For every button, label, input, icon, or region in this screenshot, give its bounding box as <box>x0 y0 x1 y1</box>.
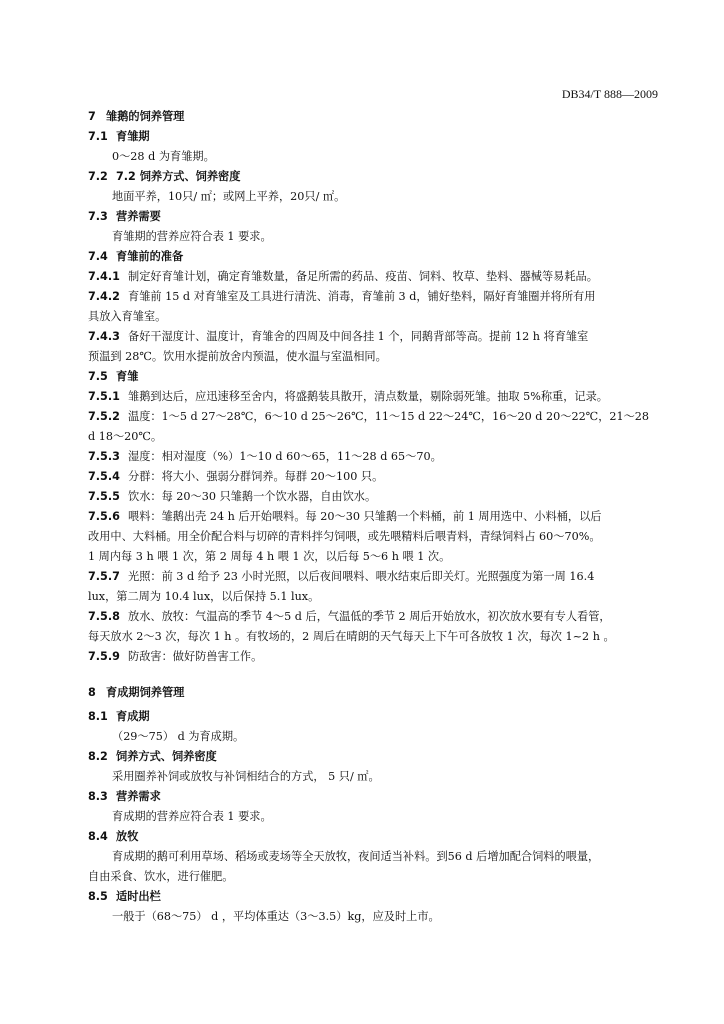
section-heading <box>88 107 658 127</box>
section-heading <box>88 683 658 703</box>
clause-number: 7.5.7 <box>88 570 120 583</box>
subsection-heading <box>88 787 658 807</box>
clause-number: 7 <box>88 110 96 123</box>
line-text: 育雏期的营养应符合表 1 要求。 <box>112 230 272 243</box>
clause-line <box>88 447 658 467</box>
document-body <box>88 107 658 927</box>
clause-line <box>88 467 658 487</box>
line-text: 育成期饲养管理 <box>106 686 185 699</box>
line-text: 饲养方式、饲养密度 <box>116 750 217 763</box>
clause-number: 8.2 <box>88 750 108 763</box>
clause-line <box>88 267 658 287</box>
line-text: 0～28 d 为育雏期。 <box>112 150 215 163</box>
paragraph-continuation <box>88 427 658 447</box>
line-text: 放牧 <box>116 830 139 843</box>
clause-line <box>88 407 658 427</box>
clause-number: 7.5.5 <box>88 490 120 503</box>
clause-number: 7.5.9 <box>88 650 120 663</box>
line-text: （29～75） d 为育成期。 <box>112 730 245 743</box>
clause-number: 8.4 <box>88 830 108 843</box>
line-text: 育雏期 <box>116 130 150 143</box>
clause-number: 7.5.3 <box>88 450 120 463</box>
clause-number: 8 <box>88 686 96 699</box>
line-text: 光照：前 3 d 给予 23 小时光照，以后夜间喂料、喂水结束后即关灯。光照强度为第一周 16.4 <box>128 570 595 583</box>
paragraph-continuation <box>88 527 658 547</box>
clause-number: 7.5 <box>88 370 108 383</box>
clause-number: 7.4.1 <box>88 270 120 283</box>
line-text: 营养需求 <box>116 790 161 803</box>
clause-line <box>88 287 658 307</box>
clause-line <box>88 567 658 587</box>
clause-line <box>88 607 658 627</box>
clause-number: 7.5.8 <box>88 610 120 623</box>
line-text: 育成期 <box>116 710 150 723</box>
clause-number: 7.5.4 <box>88 470 120 483</box>
paragraph-line <box>88 727 658 747</box>
line-text: 饮水：每 20～30 只雏鹅一个饮水器，自由饮水。 <box>128 490 377 503</box>
paragraph-continuation <box>88 867 658 887</box>
line-text: 每天放水 2～3 次，每次 1 h 。有牧场的，2 周后在晴朗的天气每天上下午可各放牧 1 次，每次 1~2 h 。 <box>88 630 615 643</box>
line-text: 湿度：相对湿度（%）1～10 d 60～65，11～28 d 65～70。 <box>128 450 442 463</box>
clause-number: 7.4.3 <box>88 330 120 343</box>
clause-number: 7.1 <box>88 130 108 143</box>
clause-number: 7.5.2 <box>88 410 120 423</box>
paragraph-line <box>88 847 658 867</box>
line-text: 改用中、大料桶。用全价配合料与切碎的青料拌匀饲喂，或先喂精料后喂青料，青绿饲料占 60～70%。 <box>88 530 601 543</box>
paragraph-continuation <box>88 347 658 367</box>
clause-number: 7.3 <box>88 210 108 223</box>
paragraph-line <box>88 147 658 167</box>
clause-number: 7.4.2 <box>88 290 120 303</box>
line-text: 适时出栏 <box>116 890 161 903</box>
subsection-heading <box>88 747 658 767</box>
subsection-heading <box>88 887 658 907</box>
line-text: 具放入育雏室。 <box>88 310 167 323</box>
line-text: 育成期的鹅可利用草场、稻场或麦场等全天放牧，夜间适当补料。到56 d 后增加配合饲料的喂量， <box>112 850 600 863</box>
line-text: 防敌害：做好防兽害工作。 <box>128 650 263 663</box>
line-text: lux，第二周为 10.4 lux，以后保持 5.1 lux。 <box>88 590 320 603</box>
clause-line <box>88 647 658 667</box>
line-text: 育雏前 15 d 对育雏室及工具进行清洗、消毒，育雏前 3 d，铺好垫料，隔好育雏圈并将所有用 <box>128 290 596 303</box>
line-text: 一般于（68～75） d ，平均体重达（3～3.5）kg，应及时上市。 <box>112 910 440 923</box>
clause-number: 7.4 <box>88 250 108 263</box>
clause-line <box>88 327 658 347</box>
paragraph-continuation <box>88 307 658 327</box>
paragraph-continuation <box>88 547 658 567</box>
line-text: 温度：1～5 d 27～28℃，6～10 d 25～26℃，11～15 d 22～24℃，16～20 d 20～22℃，21～28 <box>128 410 650 423</box>
line-text: 分群：将大小、强弱分群饲养。每群 20～100 只。 <box>128 470 384 483</box>
line-text: 1 周内每 3 h 喂 1 次，第 2 周每 4 h 喂 1 次，以后每 5～6 h 喂 1 次。 <box>88 550 451 563</box>
clause-number: 7.5.6 <box>88 510 120 523</box>
line-text: d 18～20℃。 <box>88 430 163 443</box>
line-text: 育雏前的准备 <box>116 250 184 263</box>
clause-line <box>88 487 658 507</box>
line-text: 7.2 饲养方式、饲养密度 <box>116 170 241 183</box>
line-text: 预温到 28℃。饮用水提前放舍内预温，使水温与室温相同。 <box>88 350 387 363</box>
clause-line <box>88 507 658 527</box>
paragraph-continuation <box>88 587 658 607</box>
subsection-heading <box>88 707 658 727</box>
line-text: 育雏 <box>116 370 139 383</box>
line-text: 放水、放牧：气温高的季节 4～5 d 后，气温低的季节 2 周后开始放水，初次放水要有专人看管， <box>128 610 611 623</box>
line-text: 制定好育雏计划，确定育雏数量，备足所需的药品、疫苗、饲料、牧草、垫料、器械等易耗品。 <box>128 270 598 283</box>
line-text: 地面平养，10只/ ㎡；或网上平养，20只/ ㎡。 <box>112 190 346 203</box>
line-text: 备好干湿度计、温度计，育雏舍的四周及中间各挂 1 个，同鹅背部等高。提前 12 h 将育雏室 <box>128 330 589 343</box>
subsection-heading <box>88 167 658 187</box>
line-text: 采用圈养补饲或放牧与补饲相结合的方式， 5 只/ ㎡。 <box>112 770 380 783</box>
clause-line <box>88 387 658 407</box>
subsection-heading <box>88 127 658 147</box>
clause-number: 8.3 <box>88 790 108 803</box>
paragraph-line <box>88 187 658 207</box>
subsection-heading <box>88 247 658 267</box>
line-text: 雏鹅的饲养管理 <box>106 110 185 123</box>
subsection-heading <box>88 367 658 387</box>
clause-number: 7.5.1 <box>88 390 120 403</box>
paragraph-line <box>88 807 658 827</box>
line-text: 育成期的营养应符合表 1 要求。 <box>112 810 272 823</box>
line-text: 雏鹅到达后，应迅速移至舍内，将盛鹅装具散开，清点数量，剔除弱死雏。抽取 5%称重，记录。 <box>128 390 608 403</box>
line-text: 喂料：雏鹅出壳 24 h 后开始喂料。每 20～30 只雏鹅一个料桶，前 1 周用选中、小料桶，以后 <box>128 510 602 523</box>
line-text: 自由采食、饮水，进行催肥。 <box>88 870 234 883</box>
clause-number: 7.2 <box>88 170 108 183</box>
spacer <box>88 667 658 683</box>
paragraph-line <box>88 907 658 927</box>
line-text: 营养需要 <box>116 210 161 223</box>
clause-number: 8.1 <box>88 710 108 723</box>
paragraph-line <box>88 767 658 787</box>
paragraph-line <box>88 227 658 247</box>
document-code: DB34/T 888—2009 <box>561 87 658 101</box>
subsection-heading <box>88 827 658 847</box>
clause-number: 8.5 <box>88 890 108 903</box>
subsection-heading <box>88 207 658 227</box>
paragraph-continuation <box>88 627 658 647</box>
